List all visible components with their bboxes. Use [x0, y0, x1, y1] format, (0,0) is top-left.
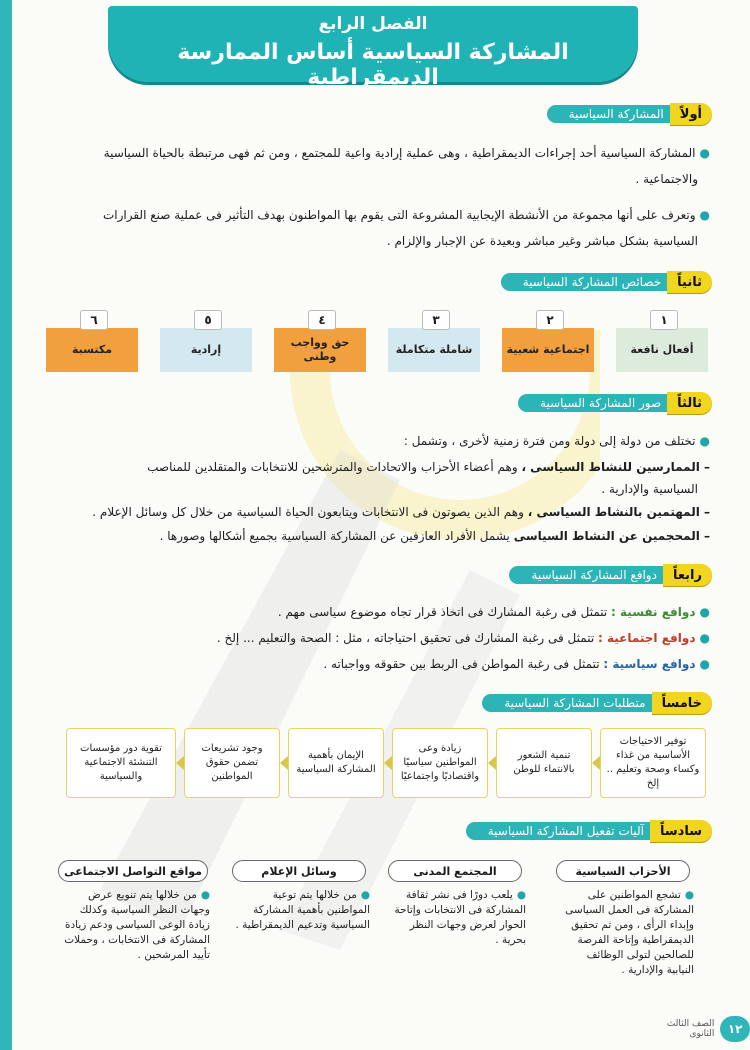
bullet-icon: ● — [200, 889, 210, 901]
requirement-box: تنمية الشعور بالانتماء للوطن — [496, 728, 592, 798]
characteristic-box: شاملة متكاملة — [388, 328, 480, 372]
requirement-box: وجود تشريعات تضمن حقوق المواطنين — [184, 728, 280, 798]
requirement-box: زيادة وعى المواطنين سياسيًا واقتصاديًا واجتماعيًا — [392, 728, 488, 798]
bullet-icon: ● — [516, 889, 526, 901]
paragraph-line: ●تختلف من دولة إلى دولة ومن فترة زمنية لأخرى ، وتشمل : — [403, 434, 710, 448]
paragraph-line: – الممارسين للنشاط السياسى ، وهم أعضاء الأحزاب والاتحادات والمترشحين للانتخابات والمتقلدين للمناصب — [147, 460, 710, 474]
bullet-icon: ● — [699, 657, 710, 671]
bullet-icon: ● — [684, 889, 694, 901]
motive-line: ●دوافع نفسية : تتمثل فى رغبة المشارك فى اتخاذ قرار تجاه موضوع سياسى مهم . — [277, 605, 710, 619]
bullet-icon: ● — [699, 605, 710, 619]
paragraph-line: – المهتمين بالنشاط السياسى ، وهم الذين يصوتون فى الانتخابات ويتابعون الحياة السياسية من خلال كل وسائل الإعلام . — [92, 505, 710, 519]
arrow-icon — [592, 756, 600, 770]
motive-line: ●دوافع اجتماعية : تتمثل فى رغبة المشارك فى تحقيق احتياجاته ، مثل : الصحة والتعليم ... إلخ . — [216, 631, 710, 645]
characteristic-number: ٣ — [422, 310, 450, 330]
arrow-icon — [280, 756, 288, 770]
arrow-icon — [176, 756, 184, 770]
bullet-icon: ● — [699, 146, 710, 160]
section-label: خصائص المشاركة السياسية — [501, 273, 673, 291]
section-number: ثانياً — [667, 271, 712, 293]
motive-line: ●دوافع سياسية : تتمثل فى رغبة المواطن فى الربط بين حقوقه وواجباته . — [323, 657, 710, 671]
grade-label: الصف الثالث الثانوى — [666, 1019, 715, 1039]
side-stripe — [0, 0, 12, 1050]
characteristic-box: أفعال نافعة — [616, 328, 708, 372]
mechanism-body: ●من خلالها يتم تنويع عرض وجهات النظر السياسية وكذلك زيادة الوعى السياسى ودعم زيادة المشاركة فى الانتخابات ، وحملات تأييد المرشحين . — [64, 889, 210, 961]
paragraph-line: السياسية والإدارية . — [601, 482, 698, 496]
section-number: خامساً — [652, 692, 712, 714]
characteristic-number: ٢ — [536, 310, 564, 330]
arrow-icon — [384, 756, 392, 770]
bullet-icon: ● — [699, 434, 710, 448]
page-footer — [640, 1016, 750, 1042]
characteristic-box: مكتسبة — [46, 328, 138, 372]
section-number: ثالثاً — [667, 392, 712, 414]
page-number: ١٢ — [720, 1016, 750, 1042]
section-label: دوافع المشاركة السياسية — [509, 566, 669, 584]
section-label: المشاركة السياسية — [547, 105, 676, 123]
characteristic-box: حق وواجب وطنى — [274, 328, 366, 372]
characteristic-number: ١ — [650, 310, 678, 330]
requirement-box: توفير الاحتياجات الأساسية من غذاء وكساء وصحة وتعليم .. إلخ — [600, 728, 706, 798]
requirement-box: تقوية دور مؤسسات التنشئة الاجتماعية والسياسية — [66, 728, 176, 798]
mechanism-body: ●تشجع المواطنين على المشاركة فى العمل السياسى وإبداء الرأى ، ومن ثم تحقيق الديمقراطية وإتاحة الفرصة للصالحين لتولى الوظائف النيابية والإدارية . — [565, 889, 694, 976]
section-heading-3 — [518, 392, 712, 414]
chapter-title: المشاركة السياسية أساس الممارسة الديمقراطية — [177, 40, 569, 90]
paragraph-line: ●المشاركة السياسية أحد إجراءات الديمقراطية ، وهى عملية إرادية واعية للمجتمع ، ومن ثم فهى مرتبطة بالحياة السياسية — [103, 146, 710, 160]
characteristic-number: ٤ — [308, 310, 336, 330]
arrow-icon — [488, 756, 496, 770]
characteristic-number: ٥ — [194, 310, 222, 330]
mechanism-title: وسائل الإعلام — [232, 860, 366, 882]
characteristics-row — [38, 310, 708, 374]
section-label: متطلبات المشاركة السياسية — [482, 694, 657, 712]
chapter-banner — [108, 6, 638, 90]
section-number: سادساً — [650, 820, 712, 842]
section-label: آليات تفعيل المشاركة السياسية — [466, 822, 656, 840]
section-number: أولاً — [670, 103, 712, 125]
section-heading-5 — [482, 692, 712, 714]
section-heading-1 — [547, 103, 712, 125]
paragraph-line: والاجتماعية . — [635, 172, 698, 186]
section-heading-6 — [466, 820, 712, 842]
mechanism-body: ●من خلالها يتم توعية المواطنين بأهمية المشاركة السياسية وتدعيم الديمقراطية . — [235, 889, 370, 931]
section-heading-4 — [509, 564, 712, 586]
chapter-number: الفصل الرابع — [318, 14, 428, 34]
paragraph-line: ●وتعرف على أنها مجموعة من الأنشطة الإيجابية المشروعة التى يقوم بها المواطنون بهدف التأثير فى عملية صنع القرارات — [102, 208, 710, 222]
mechanism-title: المجتمع المدنى — [388, 860, 522, 882]
requirement-box: الإيمان بأهمية المشاركة السياسية — [288, 728, 384, 798]
mechanism-title: مواقع التواصل الاجتماعى — [58, 860, 208, 882]
mechanism-body: ●يلعب دورًا فى نشر ثقافة المشاركة فى الانتخابات وإتاحة الحوار لعرض وجهات النظر بحرية . — [394, 889, 526, 946]
section-label: صور المشاركة السياسية — [518, 394, 673, 412]
section-heading-2 — [501, 271, 712, 293]
section-number: رابعاً — [663, 564, 712, 586]
paragraph-line: – المحجمين عن النشاط السياسى يشمل الأفراد العازفين عن المشاركة السياسية بجميع أشكالها وصورها . — [159, 529, 710, 543]
mechanism-title: الأحزاب السياسية — [556, 860, 690, 882]
paragraph-line: السياسية بشكل مباشر وغير مباشر وبعيدة عن الإجبار والإلزام . — [386, 234, 698, 248]
characteristic-box: إرادية — [160, 328, 252, 372]
bullet-icon: ● — [360, 889, 370, 901]
bullet-icon: ● — [699, 208, 710, 222]
bullet-icon: ● — [699, 631, 710, 645]
characteristic-box: اجتماعية شعبية — [502, 328, 594, 372]
characteristic-number: ٦ — [80, 310, 108, 330]
